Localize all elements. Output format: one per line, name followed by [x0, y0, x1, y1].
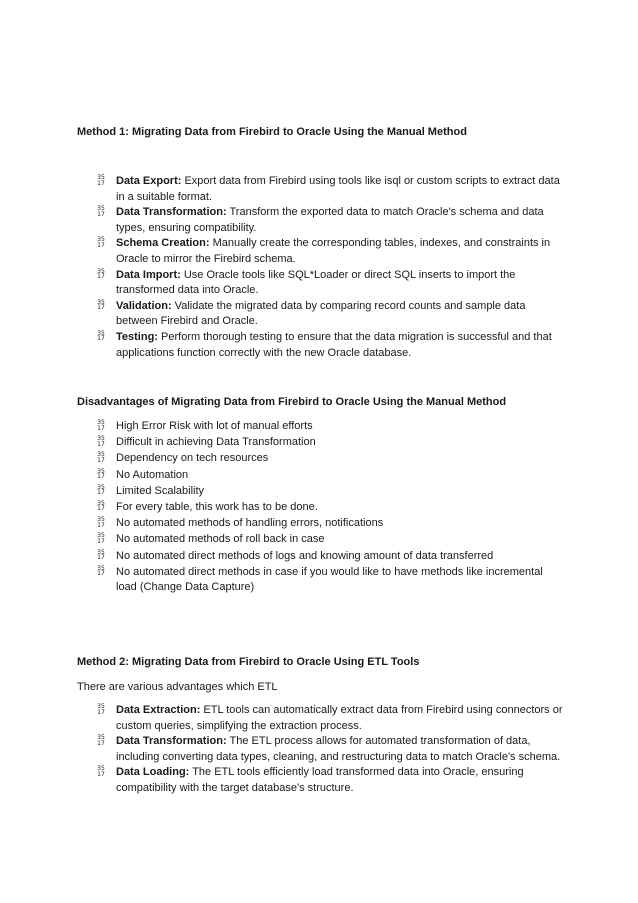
disadvantages-list — [96, 419, 566, 596]
list-item — [96, 734, 566, 765]
item-text: For every table, this work has to be done. — [116, 500, 318, 513]
item-text: Limited Scalability — [116, 484, 205, 497]
method1-steps-list — [96, 174, 566, 361]
list-item — [96, 765, 566, 796]
step-label: Schema Creation: — [116, 237, 210, 250]
list-item — [96, 451, 566, 467]
step-text: Export data from Firebird using tools like isql or custom scripts to extract data in a suitable format. — [116, 175, 560, 203]
list-item — [96, 565, 566, 596]
step-text: Perform thorough testing to ensure that the data migration is successful and that applications function correctly with the new Oracle database. — [116, 330, 552, 359]
bullet-icon: 35 17 — [97, 703, 105, 716]
list-item — [96, 532, 566, 548]
list-item — [96, 236, 566, 267]
bullet-icon: 35 17 — [97, 467, 105, 481]
step-label: Data Transformation: — [116, 206, 227, 219]
step-label: Data Transformation: — [116, 735, 227, 748]
bullet-icon: 35 17 — [97, 236, 105, 249]
list-item — [96, 468, 566, 484]
bullet-icon: 35 17 — [97, 483, 105, 497]
list-item — [96, 703, 566, 734]
step-text: Transform the exported data to match Oracle's schema and data types, ensuring compatibility. — [116, 206, 544, 234]
disadvantages-heading: Disadvantages of Migrating Data from Firebird to Oracle Using the Manual Method — [77, 396, 507, 408]
list-item — [96, 500, 566, 516]
step-text: ETL tools can automatically extract data from Firebird using connectors or custom queries, simplifying the extraction process. — [116, 704, 563, 732]
bullet-icon: 35 17 — [97, 329, 105, 343]
method1-heading: Method 1: Migrating Data from Firebird to Oracle Using the Manual Method — [77, 126, 467, 138]
list-item — [96, 435, 566, 451]
item-text: Dependency on tech resources — [116, 452, 269, 465]
step-text: Manually create the corresponding tables, indexes, and constraints in Oracle to mirror the Firebird schema. — [116, 237, 551, 265]
item-text: No Automation — [116, 468, 189, 481]
bullet-icon: 35 17 — [97, 734, 105, 747]
bullet-icon: 35 17 — [97, 451, 105, 464]
bullet-icon: 35 17 — [97, 298, 105, 312]
list-item — [96, 330, 566, 361]
list-item — [96, 268, 566, 299]
step-text: The ETL process allows for automated transformation of data, including converting data types, cleaning, and restructuring data to match Oracle's schema. — [116, 735, 561, 763]
item-text: Difficult in achieving Data Transformation — [116, 436, 316, 449]
list-item — [96, 484, 566, 500]
bullet-icon: 35 17 — [97, 532, 105, 545]
item-text: No automated direct methods in case if you would like to have methods like incremental load (Change Data Capture) — [116, 565, 543, 594]
list-item — [96, 419, 566, 435]
step-label: Data Import: — [116, 268, 181, 281]
bullet-icon: 35 17 — [97, 205, 105, 218]
item-text: High Error Risk with lot of manual efforts — [116, 420, 313, 432]
item-text: No automated methods of handling errors, notifications — [116, 517, 384, 530]
bullet-icon: 35 17 — [97, 548, 105, 561]
bullet-icon: 35 17 — [97, 435, 105, 448]
item-text: No automated methods of roll back in case — [116, 533, 325, 546]
list-item — [96, 516, 566, 532]
list-item — [96, 299, 566, 330]
method2-steps-list — [96, 703, 566, 797]
bullet-icon: 35 17 — [97, 564, 105, 578]
bullet-icon: 35 17 — [97, 765, 105, 778]
bullet-icon: 35 17 — [97, 516, 105, 529]
list-item — [96, 549, 566, 565]
bullet-icon: 35 17 — [97, 174, 105, 187]
method2-heading: Method 2: Migrating Data from Firebird to Oracle Using ETL Tools — [77, 656, 420, 668]
list-item — [96, 205, 566, 236]
list-item — [96, 174, 566, 205]
method2-intro: There are various advantages which ETL — [77, 681, 278, 693]
bullet-icon: 35 17 — [97, 499, 105, 513]
bullet-icon: 35 17 — [97, 419, 105, 432]
step-label: Data Loading: — [116, 766, 190, 779]
item-text: No automated direct methods of logs and knowing amount of data transferred — [116, 549, 494, 562]
step-label: Data Export: — [116, 175, 182, 187]
step-text: The ETL tools efficiently load transformed data into Oracle, ensuring compatibility with the target database's structure. — [116, 766, 524, 794]
step-text: Validate the migrated data by comparing record counts and sample data between Firebird and Oracle. — [116, 299, 526, 328]
step-text: Use Oracle tools like SQL*Loader or direct SQL inserts to import the transformed data into Oracle. — [116, 268, 516, 297]
step-label: Data Extraction: — [116, 704, 201, 716]
bullet-icon: 35 17 — [97, 267, 105, 281]
step-label: Testing: — [116, 330, 158, 343]
step-label: Validation: — [116, 299, 172, 312]
